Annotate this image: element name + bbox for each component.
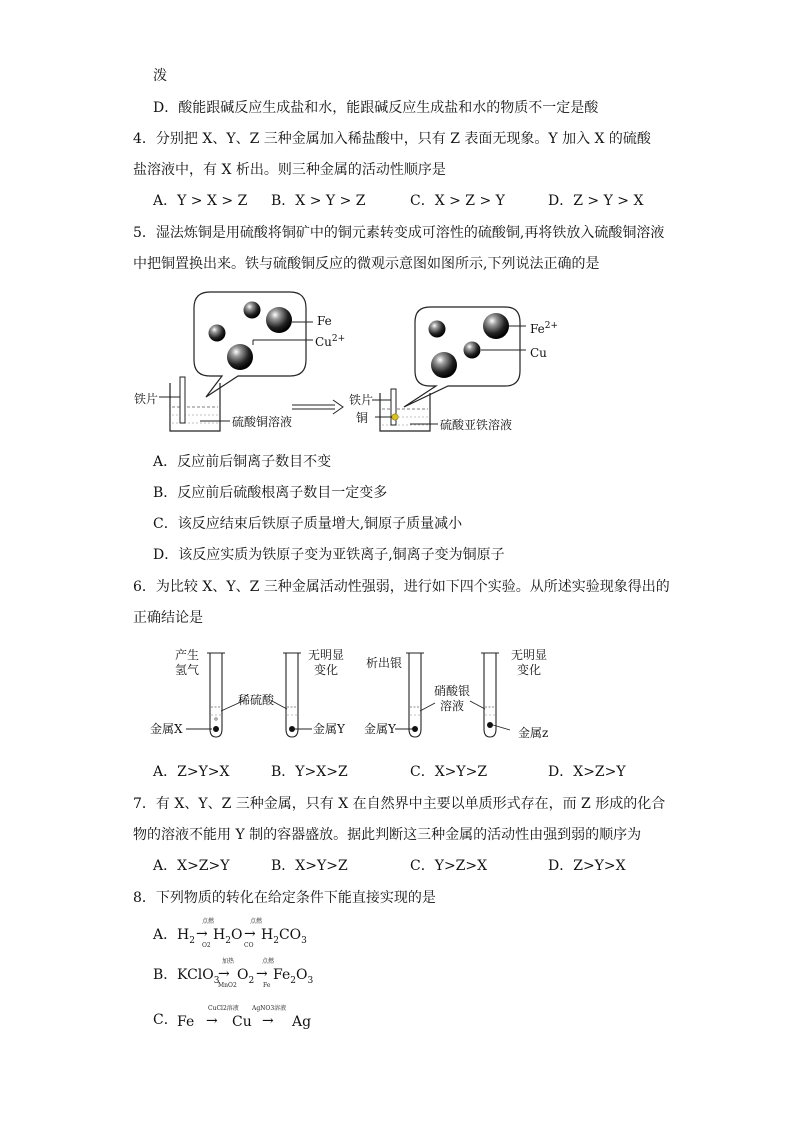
tube-4-note-line2: 变化 <box>517 663 542 677</box>
species-o2 <box>237 965 254 991</box>
cond-cucl2-tail: 溶液 <box>226 1005 239 1012</box>
q5-option-a: A．反应前后铜离子数目不变 <box>153 454 332 470</box>
species-h2 <box>177 925 195 951</box>
q8-option-a-label: A． <box>153 927 178 943</box>
test-tube-4 <box>470 653 510 737</box>
tube-2-note-line2: 变化 <box>314 663 339 677</box>
q4-option-c: C．X > Z > Y <box>410 193 505 209</box>
q5-reaction-diagram <box>130 285 570 440</box>
silver-nitrate-label-line1: 硝酸银 <box>434 684 471 698</box>
right-fe-symbol: Fe <box>530 322 545 336</box>
right-solution-label: 硫酸亚铁溶液 <box>440 418 513 432</box>
q5-stem-line2: 中把铜置换出来。铁与硫酸铜反应的微观示意图如图所示,下列说法正确的是 <box>133 256 600 272</box>
q5-option-c: C．该反应结束后铁原子质量增大,铜原子质量减小 <box>153 516 463 532</box>
right-cu-atom-1 <box>483 313 509 339</box>
cond-cucl2-symbol: CuCl <box>208 1005 223 1012</box>
fe2o3-sub3: 3 <box>307 975 314 986</box>
q7-stem-line1: 7．有 X、Y、Z 三种金属，只有 X 在自然界中主要以单质形式存在，而 Z 形成的化合 <box>133 796 666 812</box>
cond-mno2-symbol: MnO <box>218 982 233 989</box>
q5-stem-line1: 5．湿法炼铜是用硫酸将铜矿中的铜元素转变成可溶性的硫酸铜,再将铁放入硫酸铜溶液 <box>133 225 665 241</box>
left-solution-label: 硫酸铜溶液 <box>232 415 293 429</box>
left-fe-atom-2 <box>209 325 226 342</box>
arrow-a2: → <box>244 926 256 942</box>
cond-mno2-sub: 2 <box>232 982 237 989</box>
right-fe-label <box>530 319 558 336</box>
species-kclo3 <box>177 965 219 991</box>
q8-option-b-label: B． <box>153 967 178 983</box>
fe2o3-sub2: 2 <box>290 975 296 986</box>
q6-option-b: B．Y>X>Z <box>271 764 348 780</box>
copper-deposit <box>392 414 398 420</box>
left-fe-atom-1 <box>244 302 261 319</box>
q5-option-b: B．反应前后硫酸根离子数目一定变多 <box>153 485 388 501</box>
cond-a2-bottom: CO <box>244 942 254 949</box>
q6-options <box>153 762 673 782</box>
test-tube-2 <box>272 653 312 737</box>
right-fe-charge: 2+ <box>544 321 559 331</box>
q6-option-d: D．X>Z>Y <box>548 764 626 780</box>
q4-option-b: B．X > Y > Z <box>271 193 366 209</box>
q4-stem-line2: 盐溶液中，有 X 析出。则三种金属的活动性顺序是 <box>133 162 446 178</box>
reaction-arrow <box>292 400 343 414</box>
silver-nitrate-pointer-1 <box>420 703 435 711</box>
cond-b2-top: 点燃 <box>262 958 275 965</box>
kclo3-sub: 3 <box>213 975 220 986</box>
right-fe-ion-2 <box>464 342 481 359</box>
tube-1-outline <box>210 653 222 737</box>
cond-a2-top: 点燃 <box>250 918 263 925</box>
species-ag: Ag <box>292 1014 312 1030</box>
q6-option-a: A．Z>Y>X <box>153 764 230 780</box>
h2o-h: H <box>213 927 226 943</box>
tube-2-note-line1: 无明显 <box>308 648 345 662</box>
q6-option-c: C．X>Y>Z <box>410 764 488 780</box>
metal-y-label-1: 金属Y <box>313 722 345 736</box>
h2co3-h: H <box>261 927 274 943</box>
left-iron-label: 铁片 <box>134 392 159 406</box>
right-cu-label: Cu <box>530 346 547 360</box>
q4-option-a: A．Y > X > Z <box>153 193 248 209</box>
species-fe2o3 <box>273 965 313 991</box>
q7-options <box>153 856 673 876</box>
cond-agno3-sub: 3 <box>270 1005 275 1012</box>
h2-symbol: H <box>177 927 190 943</box>
cond-b1-bottom <box>218 982 237 989</box>
left-cu-symbol: Cu <box>315 335 332 349</box>
right-cu-atom-2 <box>431 352 457 378</box>
acid-pointer-2 <box>272 701 287 709</box>
q4-options <box>153 191 673 211</box>
tube-1-bubble <box>215 718 217 720</box>
q4-stem-line1: 4．分别把 X、Y、Z 三种金属加入稀盐酸中，只有 Z 表面无现象。Y 加入 X 的硫酸 <box>133 131 651 147</box>
h2-sub: 2 <box>189 935 195 946</box>
cond-agno3-tail: 溶液 <box>274 1005 287 1012</box>
left-cu-ion-2 <box>227 344 253 370</box>
fe2o3-o: O <box>295 967 308 983</box>
arrow-a1: → <box>196 926 208 942</box>
tube-2-outline <box>286 653 298 737</box>
q3-option-d: D．酸能跟碱反应生成盐和水，能跟碱反应生成盐和水的物质不一定是酸 <box>153 100 599 116</box>
q3-continuation: 泼 <box>153 68 167 84</box>
species-cu: Cu <box>232 1014 252 1030</box>
h2o-sub: 2 <box>225 935 231 946</box>
h2o-o: O <box>230 927 243 943</box>
cond-o2-symbol: O <box>202 942 207 949</box>
metal-x-label: 金属X <box>150 722 183 736</box>
tube-1-note-line1: 产生 <box>175 648 200 662</box>
q5-option-d: D．该反应实质为铁原子变为亚铁离子,铜离子变为铜原子 <box>153 547 505 563</box>
right-copper-label: 铜 <box>356 411 369 425</box>
left-cu-charge: 2+ <box>331 334 346 344</box>
species-h2o <box>213 925 242 951</box>
metal-y-label-2: 金属Y <box>364 722 396 736</box>
tube-3-note: 析出银 <box>366 656 403 670</box>
tube-1-note-line2: 氢气 <box>175 663 200 677</box>
q6-experiment-diagram <box>150 645 570 745</box>
kclo3-symbol: KClO <box>177 967 214 983</box>
q6-stem-line1: 6．为比较 X、Y、Z 三种金属活动性强弱，进行如下四个实验。从所述实验现象得出的 <box>133 579 670 595</box>
silver-nitrate-pointer-2 <box>470 701 485 709</box>
q7-stem-line2: 物的溶液不能用 Y 制的容器盛放。据此判断这三种金属的活动性由强到弱的顺序为 <box>133 827 642 843</box>
fe2o3-fe: Fe <box>273 967 291 983</box>
o2-symbol: O <box>237 967 249 983</box>
left-cu-label <box>315 332 345 349</box>
cond-a1-top: 点燃 <box>202 918 215 925</box>
right-fe-ion-1 <box>429 321 446 338</box>
q8-stem: 8．下列物质的转化在给定条件下能直接实现的是 <box>133 890 436 906</box>
arrow-c1: → <box>206 1013 218 1029</box>
h2co3-sub3: 3 <box>301 935 307 946</box>
cond-o2-sub: 2 <box>206 942 211 949</box>
tube-4-metal-z <box>487 722 493 728</box>
cond-b1-top: 加热 <box>222 958 235 965</box>
left-iron-strip <box>180 377 185 423</box>
arrow-head <box>333 400 343 414</box>
q4-option-d: D．Z > Y > X <box>548 193 644 209</box>
q7-option-b: B．X>Y>Z <box>271 858 348 874</box>
cond-agno3-symbol: AgNO <box>252 1005 271 1012</box>
h2co3-sub2: 2 <box>273 935 279 946</box>
arrow-b2: → <box>256 966 268 982</box>
tube-4-note-line1: 无明显 <box>511 648 548 662</box>
tube-1-metal-x <box>213 726 219 732</box>
arrow-c2: → <box>262 1013 274 1029</box>
q7-option-a: A．X>Z>Y <box>153 858 230 874</box>
tube-3-metal-y <box>412 726 418 732</box>
left-cu-ion-1 <box>266 307 292 333</box>
h2co3-co: CO <box>278 927 302 943</box>
cond-b2-bottom: Fe <box>263 982 271 989</box>
q7-option-c: C．Y>Z>X <box>410 858 488 874</box>
acid-label: 稀硫酸 <box>238 693 275 707</box>
cond-a1-bottom <box>202 942 211 949</box>
q6-stem-line2: 正确结论是 <box>133 610 203 626</box>
silver-nitrate-label-line2: 溶液 <box>440 699 465 713</box>
cond-cucl2-sub: 2 <box>222 1005 227 1012</box>
arrow-b1: → <box>218 966 230 982</box>
metal-z-label: 金属z <box>518 726 549 740</box>
q8-option-c-label: C． <box>153 1012 178 1028</box>
q7-option-d: D．Z>Y>X <box>548 858 626 874</box>
o2-sub: 2 <box>248 975 255 986</box>
tube-2-metal-y <box>289 726 295 732</box>
right-iron-label: 铁片 <box>349 393 374 407</box>
species-fe: Fe <box>177 1014 195 1030</box>
tube-3-outline <box>409 653 421 737</box>
species-h2co3 <box>261 925 307 951</box>
left-fe-label: Fe <box>317 314 332 328</box>
